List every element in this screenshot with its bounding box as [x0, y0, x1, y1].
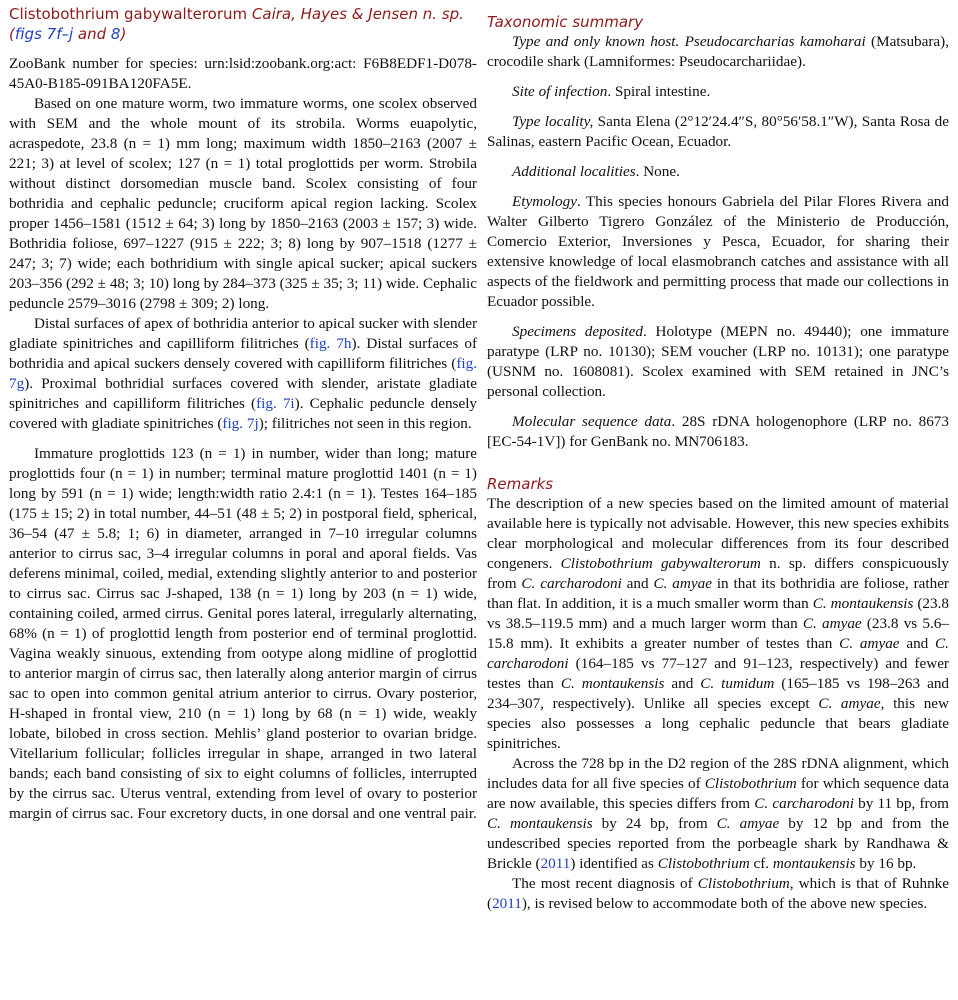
remarks-paragraph-3 [487, 874, 949, 914]
label: Molecular sequence data [512, 413, 672, 430]
taxon: C. amyae [802, 615, 862, 632]
text: and [621, 575, 654, 592]
taxon: Clistobothrium [704, 775, 797, 792]
text: ). Distal surfaces of bothridia and apical suckers densely covered with capilliform filitriches ( [9, 335, 477, 372]
fig-7j-link[interactable]: fig. 7j [222, 415, 259, 432]
right-column [487, 0, 949, 914]
remarks-paragraph-1 [487, 494, 949, 754]
remarks-heading: Remarks [487, 475, 554, 493]
taxon: Clistobothrium [657, 855, 750, 872]
description-paragraph-microtriches [9, 314, 477, 434]
text: . Spiral intestine. [607, 83, 711, 100]
fig-7h-link[interactable]: fig. 7h [309, 335, 352, 352]
text: Santa Elena (2°12′24.4″S, 80°56′58.1″W), Santa Rosa de Salinas, eastern Pacific Ocean, Ecuador. [487, 113, 950, 150]
label: Type locality, [512, 113, 594, 130]
site-entry [487, 82, 949, 102]
text: (165–185 vs 198–263 and 234–307, respectively). Unlike all species except [487, 675, 950, 712]
taxon: C. montaukensis [487, 815, 593, 832]
text: ), is revised below to accommodate both of the above new species. [521, 895, 928, 912]
text: (164–185 vs 77–127 and 91–123, respectively) and fewer testes than [487, 655, 949, 692]
text: by 11 bp, from [853, 795, 949, 812]
text: (23.8 vs 38.5–119.5 mm) and a much larger worm than [487, 595, 949, 632]
text: . This species honours Gabriela del Pilar Flores Rivera and Walter Gilberto Tigrero González of the Ministerio de Producción, Comercio Exterior, Inversiones y Pesca, Ecuador, for sharing their extensive knowledge of local elasmobranch catches and assistance with all aspects of the fieldwork and permitting process that made our collections in Ecuador possible. [487, 193, 949, 310]
text: (23.8 vs 5.6–15.8 mm). It exhibits a greater number of testes than [487, 615, 949, 652]
label: Additional localities [512, 163, 636, 180]
text: ). Proximal bothridial surfaces covered with slender, aristate gladiate spinitriches and capilliform filitriches ( [9, 375, 477, 412]
taxon: Clistobothrium gabywalterorum [560, 555, 761, 572]
specimens-entry [487, 322, 949, 402]
taxon: C. amyae [839, 635, 900, 652]
taxonomic-summary-heading: Taxonomic summary [487, 13, 644, 31]
taxon: C. tumidum [700, 675, 775, 692]
randhawa-brickle-2011-link[interactable]: 2011 [540, 855, 571, 872]
text: for which sequence data are now available, this species differs from [487, 775, 949, 812]
text: and [664, 675, 701, 692]
text: ) identified as [570, 855, 658, 872]
paren: ( [9, 25, 15, 43]
label: Specimens deposited [512, 323, 643, 340]
fig-7g-link[interactable]: fig. 7g [9, 355, 477, 392]
text: , which is that of Ruhnke ( [487, 875, 949, 912]
description-paragraph-scolex: Based on one mature worm, two immature worms, one scolex observed with SEM and the whole mount of its strobila. Worms euapolytic, acraspedote, 23.8 (n = 1) mm long; maximum width 1850–2163 (2007 ± 221; 3) at level of scolex; 127 (n = 1) total proglottids per worm. Strobila without distinct dorsomedian muscle band. Scolex consisting of four bothridia and cephalic peduncle; cruciform apical region lacking. Scolex proper 1456–1581 (1512 ± 64; 3) long by 1850–2163 (2003 ± 157; 3) wide. Bothridia foliose, 697–1227 (915 ± 222; 3; 8) long by 907–1518 (1277 ± 247; 3; 7) wide; each bothridium with single apical sucker; apical suckers 203–356 (292 ± 48; 3; 10) long by 284–373 (325 ± 35; 3; 11) wide. Cephalic peduncle 2579–3016 (2798 ± 309; 2) long. [9, 95, 477, 312]
taxon: C. carcharodoni [754, 795, 854, 812]
text: in that its bothridia are foliose, rather than flat. In addition, it is a much smaller worm than [487, 575, 949, 612]
taxon: C. carcharodoni [521, 575, 622, 592]
text: by 16 bp. [855, 855, 917, 872]
etymology-entry [487, 192, 949, 312]
text: , this new species also possesses a long cephalic peduncle that bears gladiate spinitriches. [487, 695, 949, 752]
locality-entry [487, 112, 949, 152]
taxon: montaukensis [772, 855, 856, 872]
host-entry [487, 32, 949, 72]
fig-7i-link[interactable]: fig. 7i [256, 395, 295, 412]
left-column [9, 0, 477, 824]
species-title [9, 4, 477, 44]
additional-localities-entry [487, 162, 949, 182]
text: The most recent diagnosis of [512, 875, 698, 892]
taxon: C. montaukensis [812, 595, 914, 612]
label: Etymology [512, 193, 577, 210]
text: by 12 bp and from the undescribed species reported from the porbeagle shark by Randhawa & Brickle ( [487, 815, 949, 872]
label: Site of infection [512, 83, 608, 100]
and-text: and [73, 25, 111, 43]
text: ). Cephalic peduncle densely covered with gladiate spinitriches ( [9, 395, 478, 432]
taxon: C. montaukensis [560, 675, 665, 692]
figs-7f-j-link[interactable]: figs 7f–j [14, 25, 74, 43]
species-name: Clistobothrium gabywalterorum [9, 5, 248, 23]
molecular-entry [487, 412, 949, 452]
text: (Matsubara), crocodile shark (Lamniformes: Pseudocarchariidae). [487, 33, 950, 70]
paren: ) [120, 25, 127, 43]
zoobank-number: ZooBank number for species: urn:lsid:zoobank.org:act: F6B8EDF1-D078-45A0-B185-091BA120FA5E. [9, 55, 477, 92]
text: Across the 728 bp in the D2 region of the 28S rDNA alignment, which includes data for all five species of [487, 755, 949, 792]
text: . 28S rDNA hologenophore (LRP no. 8673 [EC-54-1V]) for GenBank no. MN706183. [487, 413, 949, 450]
text: n. sp. differs conspicuously from [487, 555, 949, 592]
ruhnke-2011-link[interactable]: 2011 [492, 895, 522, 912]
species-authors: Caira, Hayes & Jensen n. sp. [251, 5, 464, 23]
taxon: C. amyae [818, 695, 881, 712]
taxon: C. amyae [653, 575, 712, 592]
remarks-paragraph-2 [487, 754, 949, 874]
text: . Holotype (MEPN no. 49440); one immature paratype (LRP no. 10130); SEM voucher (LRP no. 10131); one paratype (USNM no. 1608081). Scolex examined with SEM retained in JNC’s personal collection. [487, 323, 950, 400]
host-species: Pseudocarcharias kamoharai [684, 33, 866, 50]
text: . None. [635, 163, 680, 180]
text: and [899, 635, 936, 652]
description-paragraph-proglottids: Immature proglottids 123 (n = 1) in number, wider than long; mature proglottids four (n = 1) in number; terminal mature proglottid 1401 (n = 1) long by 591 (n = 1) wide; length:width ratio 2.4:1 (n = 1). Testes 164–185 (175 ± 15; 2) in total number, 44–51 (48 ± 5; 2) in postporal field, spherical, 36–54 (47 ± 5.8; 1; 6) in diameter, arranged in 7–10 irregular columns anterior to cirrus sac, 3–4 irregular columns in poral and aporal fields. Vas deferens minimal, coiled, medial, extending slightly anterior to and posterior to cirrus sac. Cirrus sac J-shaped, 138 (n = 1) long by 203 (n = 1) wide, containing coiled, armed cirrus. Genital pores lateral, irregularly alternating, 68% (n = 1) of proglottid length from posterior end of terminal proglottid. Vagina weakly sinuous, extending from ootype along midline of proglottid to anterior margin of cirrus sac, then laterally along anterior margin of cirrus sac to open into common genital atrium anterior to cirrus. Ovary posterior, H-shaped in frontal view, 210 (n = 1) long by 68 (n = 1) wide, weakly lobate, bilobed in cross section. Mehlis’ gland posterior to ovarian bridge. Vitellarium follicular; follicles irregular in shape, arranged in two lateral bands; each band consisting of six to eight columns of follicles, interrupted by the cirrus sac. Uterus ventral, extending from level of ovary to posterior margin of cirrus sac. Four excretory ducts, in one dorsal and one ventral pair. [9, 445, 477, 822]
text: ); filitriches not seen in this region. [258, 415, 472, 432]
taxon: C. carcharodoni [487, 635, 949, 672]
label: Type and only known host. [512, 33, 680, 50]
taxon: C. amyae [716, 815, 780, 832]
text: cf. [749, 855, 773, 872]
fig-8-link[interactable]: 8 [110, 25, 121, 43]
taxon: Clistobothrium [697, 875, 790, 892]
text: The description of a new species based on the limited amount of material available here is typically not advisable. However, this new species exhibits clear morphological and molecular differences from its four described congeners. [487, 495, 949, 572]
text: Distal surfaces of apex of bothridia anterior to apical sucker with slender gladiate spinitriches and capilliform filitriches ( [9, 315, 477, 352]
text: by 24 bp, from [592, 815, 717, 832]
